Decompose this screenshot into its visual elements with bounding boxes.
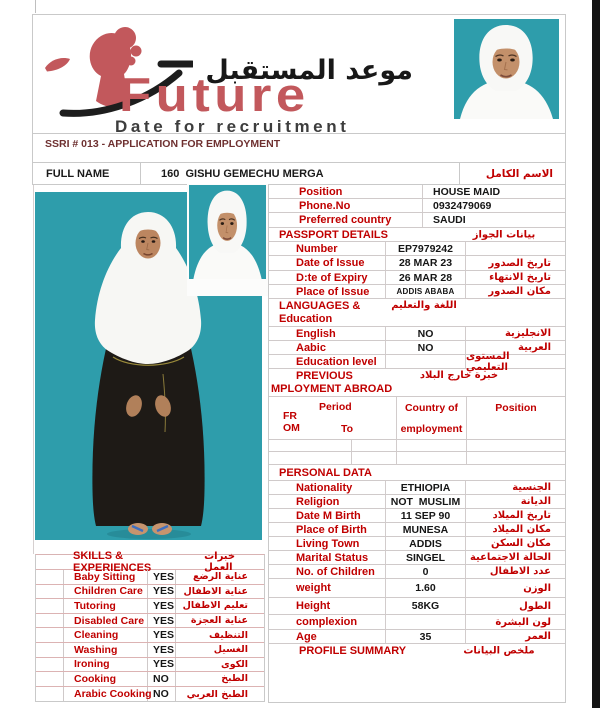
english-value: NO: [386, 327, 466, 340]
employment-row-empty: [269, 440, 565, 452]
passport-title: PASSPORT DETAILS: [279, 228, 388, 241]
age-arabic: العمر: [525, 631, 551, 642]
skill-arabic: عناية الرضع: [193, 571, 248, 583]
employment-title-line1: PREVIOUS: [296, 370, 353, 382]
age-value: 35: [386, 630, 466, 643]
english-label: English: [269, 327, 386, 340]
passport-photo-illustration: [454, 19, 559, 119]
passport-number-label: Number: [269, 242, 386, 255]
languages-title-line1: LANGUAGES &: [279, 300, 361, 312]
place-of-issue-label: Place of Issue: [269, 285, 386, 298]
skill-row-baby-sitting: [36, 570, 264, 585]
languages-title: [269, 300, 360, 325]
form-title-bar: [32, 133, 566, 162]
date-of-expiry-value: 26 MAR 28: [386, 271, 466, 284]
applicant-portrait-photo-frame: [187, 184, 268, 296]
skill-row-children-care: [36, 585, 264, 600]
skill-label: Tutoring: [64, 599, 148, 613]
row-phone: [269, 199, 565, 213]
date-of-expiry-label: D:te of Expiry: [269, 271, 386, 284]
education-level-label: Education level: [269, 355, 386, 368]
row-english: [269, 327, 565, 341]
languages-title-line2: Education: [279, 312, 333, 325]
marital-status-label: Marital Status: [269, 551, 386, 564]
scan-edge-strip: [592, 0, 600, 708]
nationality-label: Nationality: [269, 481, 386, 494]
skill-value: YES: [148, 599, 176, 613]
skill-value: YES: [148, 628, 176, 642]
skill-label: Disabled Care: [64, 614, 148, 628]
skill-label: Arabic Cooking: [64, 687, 148, 702]
skill-label: Children Care: [64, 585, 148, 599]
applicant-passport-photo: [454, 19, 559, 119]
row-weight: [269, 579, 565, 598]
personal-section-header: [269, 465, 565, 481]
skills-header: [36, 550, 264, 574]
row-complexion: [269, 615, 565, 630]
skill-arabic: تعليم الاطفال: [182, 600, 248, 612]
skill-arabic: الطبخ العربي: [186, 688, 248, 700]
arabic-language-value: NO: [386, 341, 466, 354]
row-date-of-expiry: [269, 271, 565, 285]
full-name-row: [32, 162, 566, 185]
full-name-label: FULL NAME: [33, 163, 141, 184]
complexion-value: [386, 615, 466, 629]
skill-row-tutoring: [36, 599, 264, 614]
phone-value: 0932479069: [433, 199, 492, 212]
skill-label: Cleaning: [64, 628, 148, 642]
row-age: [269, 630, 565, 644]
from-label: FR OM: [283, 410, 300, 434]
form-title: SSRI # 013 - APPLICATION FOR EMPLOYMENT: [45, 138, 281, 150]
place-of-issue-arabic: مكان الصدور: [488, 286, 551, 297]
skills-title: SKILLS & EXPERIENCES: [73, 550, 152, 574]
row-position: [269, 185, 565, 199]
skill-arabic: التنظيف: [208, 629, 248, 641]
living-town-value: ADDIS: [386, 537, 466, 550]
arabic-language-label: Aabic: [269, 341, 386, 354]
religion-value: NOT MUSLIM: [386, 495, 466, 508]
passport-number-value: EP7979242: [386, 242, 466, 255]
living-town-arabic: مكان السكن: [491, 538, 551, 549]
skill-label: Washing: [64, 643, 148, 657]
skill-value: YES: [148, 570, 176, 584]
page-top-border-tick: [35, 0, 36, 13]
row-passport-number: [269, 242, 565, 256]
skill-row-arabic-cooking: [36, 687, 264, 702]
employment-title-line2: MPLOYMENT ABROAD: [271, 382, 393, 395]
skill-arabic: عناية الاطفال: [183, 585, 248, 597]
personal-title: PERSONAL DATA: [279, 466, 372, 479]
profile-summary-label: PROFILE SUMMARY: [299, 645, 407, 657]
date-of-birth-arabic: تاريخ الميلاد: [492, 510, 551, 521]
nationality-arabic: الجنسية: [512, 482, 551, 493]
skill-arabic: الطبخ: [221, 673, 248, 685]
employment-position-header-cell: Position: [495, 402, 537, 414]
skills-title-arabic: خبرات العمل: [204, 551, 236, 573]
weight-label: weight: [269, 579, 386, 597]
skill-arabic: الغسيل: [213, 644, 248, 656]
skill-label: Ironing: [64, 658, 148, 672]
agency-logo: [33, 15, 473, 134]
row-living-town: [269, 537, 565, 551]
row-date-of-birth: [269, 509, 565, 523]
skill-row-cleaning: [36, 628, 264, 643]
place-of-birth-label: Place of Birth: [269, 523, 386, 536]
period-label: Period: [319, 401, 352, 413]
date-of-expiry-arabic: تاريخ الانتهاء: [489, 272, 551, 283]
employment-table-header: [269, 397, 565, 440]
skill-row-washing: [36, 643, 264, 658]
place-of-birth-arabic: مكان الميلاد: [492, 524, 551, 535]
position-value: HOUSE MAID: [433, 185, 501, 198]
languages-title-arabic: اللغة والتعليم: [391, 300, 457, 311]
skill-value: YES: [148, 658, 176, 672]
skill-row-ironing: [36, 658, 264, 673]
complexion-arabic: لون البشرة: [495, 616, 551, 628]
date-of-issue-arabic: تاريخ الصدور: [488, 257, 551, 269]
skill-value: NO: [148, 672, 176, 686]
living-town-label: Living Town: [269, 537, 386, 550]
row-place-of-birth: [269, 523, 565, 537]
age-label: Age: [269, 630, 386, 643]
employment-period-header-cell: [269, 397, 397, 439]
row-height: [269, 598, 565, 615]
date-of-issue-value: 28 MAR 23: [386, 256, 466, 270]
row-religion: [269, 495, 565, 509]
nationality-value: ETHIOPIA: [386, 481, 466, 494]
children-label: No. of Children: [269, 565, 386, 578]
education-level-value: [386, 355, 466, 368]
height-label: Height: [269, 598, 386, 614]
marital-status-arabic: الحالة الاجتماعية: [469, 552, 551, 563]
place-of-issue-value: ADDIS ABABA: [386, 285, 466, 298]
date-of-birth-label: Date M Birth: [269, 509, 386, 522]
passport-section-header: [269, 228, 565, 242]
row-marital-status: [269, 551, 565, 565]
height-value: 58KG: [386, 598, 466, 614]
profile-summary-empty-area: [269, 658, 565, 702]
skill-row-cooking: [36, 672, 264, 687]
logo-arabic-name: موعد المستقبل: [205, 55, 413, 86]
english-arabic: الانجليزية: [504, 328, 551, 339]
row-children: [269, 565, 565, 579]
arabic-language-arabic: العربية: [518, 342, 551, 353]
profile-summary-arabic: ملخص البيانات: [463, 645, 535, 657]
weight-value: 1.60: [386, 579, 466, 597]
marital-status-value: SINGEL: [386, 551, 466, 564]
complexion-label: complexion: [269, 615, 386, 629]
languages-section-header: [269, 299, 565, 327]
skill-label: Baby Sitting: [64, 570, 148, 584]
portrait-photo-illustration: [189, 185, 266, 279]
skill-value: NO: [148, 687, 176, 702]
children-value: 0: [386, 565, 466, 578]
skill-arabic: الكوى: [220, 658, 248, 670]
header: [32, 14, 566, 136]
place-of-birth-value: MUNESA: [386, 523, 466, 536]
employment-section-header: [269, 369, 565, 397]
passport-title-arabic: بيانات الجواز: [472, 229, 536, 240]
applicant-portrait-photo: [189, 185, 266, 279]
skills-table: [35, 550, 265, 702]
full-name-value: 160 GISHU GEMECHU MERGA: [161, 167, 324, 180]
preferred-country-label: Preferred country: [269, 213, 423, 227]
logo-tagline: Date for recruitment: [115, 117, 350, 136]
weight-arabic: الوزن: [523, 582, 551, 594]
employment-row-empty: [269, 452, 565, 465]
skill-label: Cooking: [64, 672, 148, 686]
details-panel: [268, 185, 566, 703]
position-label: Position: [269, 185, 423, 198]
phone-label: Phone.No: [269, 199, 423, 212]
skill-row-disabled-care: [36, 614, 264, 629]
full-name-label-arabic: الاسم الكامل: [459, 163, 565, 184]
employment-country-header-cell: Country of employment: [397, 397, 467, 439]
to-label: To: [341, 423, 354, 435]
row-place-of-issue: [269, 285, 565, 299]
row-preferred-country: [269, 213, 565, 228]
height-arabic: الطول: [519, 600, 551, 612]
table-left-border: [33, 185, 34, 554]
row-nationality: [269, 481, 565, 495]
profile-summary-header: [269, 644, 565, 658]
logo-brand-text: Future: [119, 68, 310, 121]
date-of-birth-value: 11 SEP 90: [386, 509, 466, 522]
preferred-country-value: SAUDI: [433, 214, 466, 226]
row-date-of-issue: [269, 256, 565, 271]
religion-label: Religion: [269, 495, 386, 508]
education-level-arabic: المستوى التعليمي: [466, 350, 510, 373]
skill-arabic: عناية العجزة: [190, 615, 248, 627]
skill-value: YES: [148, 585, 176, 599]
children-arabic: عدد الاطفال: [489, 566, 551, 577]
date-of-issue-label: Date of Issue: [269, 256, 386, 270]
row-education-level: [269, 350, 565, 373]
religion-arabic: الديانة: [520, 496, 551, 507]
skill-value: YES: [148, 614, 176, 628]
skill-value: YES: [148, 643, 176, 657]
employment-title-arabic: خبرة خارج البلاد: [419, 370, 499, 381]
employment-title: [269, 370, 392, 395]
